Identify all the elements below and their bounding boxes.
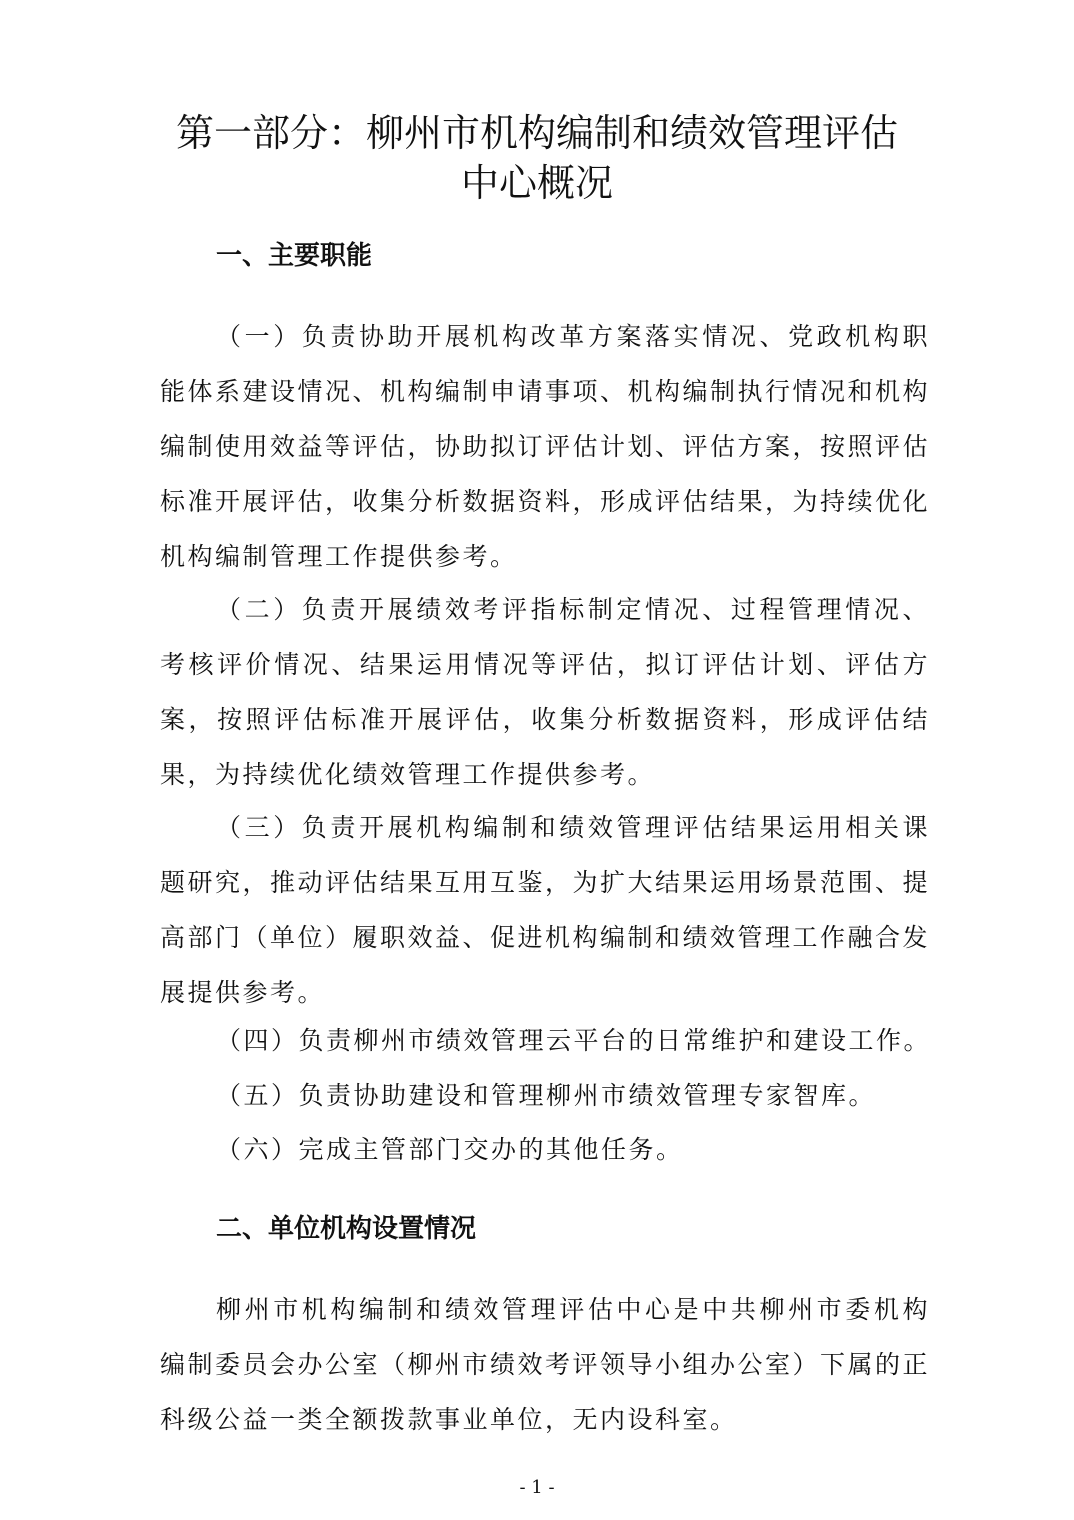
paragraph-organization: 柳州市机构编制和绩效管理评估中心是中共柳州市委机构编制委员会办公室（柳州市绩效考评领导小组办公室）下属的正科级公益一类全额拨款事业单位，无内设科室。 (160, 1295, 931, 1434)
paragraph-function-3: （三）负责开展机构编制和绩效管理评估结果运用相关课题研究，推动评估结果互用互鉴，为扩大结果运用场景范围、提高部门（单位）履职效益、促进机构编制和绩效管理工作融合发展提供参考。 (160, 813, 931, 1007)
paragraph-function-4: （四）负责柳州市绩效管理云平台的日常维护和建设工作。 (216, 1026, 932, 1055)
page-title-line-1: 第一部分：柳州市机构编制和绩效管理评估 (175, 111, 898, 155)
page-title (0, 108, 1074, 208)
section-heading-main-functions: 一、主要职能 (216, 241, 373, 271)
page-number: - 1 - (519, 1477, 555, 1498)
paragraph-function-1: （一）负责协助开展机构改革方案落实情况、党政机构职能体系建设情况、机构编制申请事项、机构编制执行情况和机构编制使用效益等评估，协助拟订评估计划、评估方案，按照评估标准开展评估，收集分析数据资料，形成评估结果，为持续优化机构编制管理工作提供参考。 (160, 322, 931, 571)
paragraph-function-2: （二）负责开展绩效考评指标制定情况、过程管理情况、考核评价情况、结果运用情况等评估，拟订评估计划、评估方案，按照评估标准开展评估，收集分析数据资料，形成评估结果，为持续优化绩效管理工作提供参考。 (160, 595, 930, 789)
paragraph-function-5: （五）负责协助建设和管理柳州市绩效管理专家智库。 (216, 1081, 877, 1110)
paragraph-function-6: （六）完成主管部门交办的其他任务。 (216, 1135, 684, 1164)
section-heading-organization: 二、单位机构设置情况 (216, 1214, 477, 1244)
page-title-line-2: 中心概况 (460, 161, 613, 205)
